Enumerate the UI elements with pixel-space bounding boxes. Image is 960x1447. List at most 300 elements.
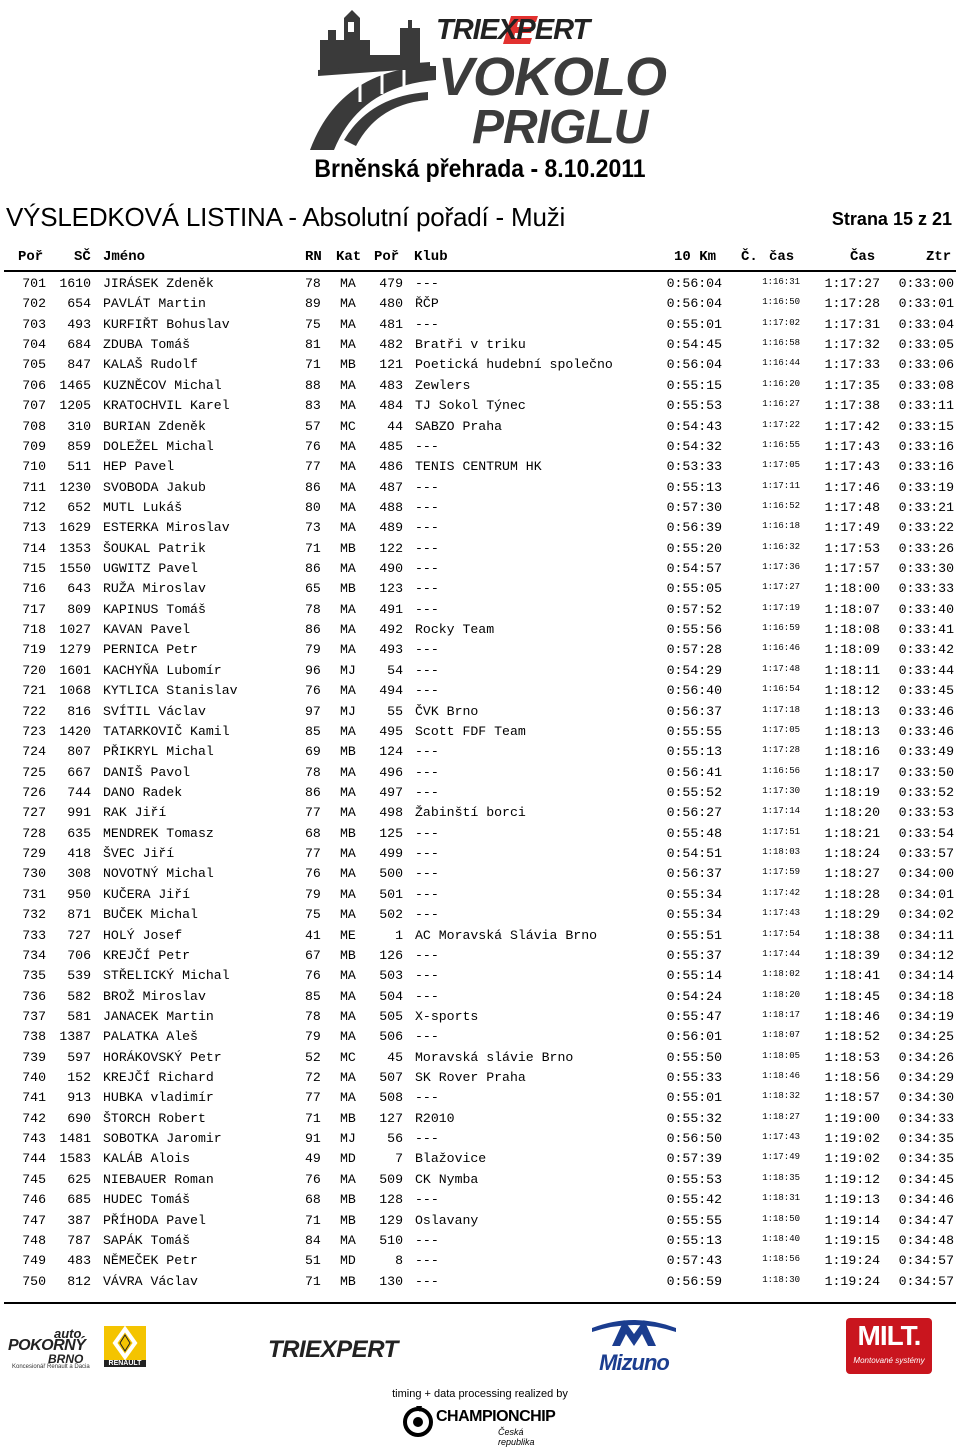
cell-chip-time: 1:17:44 [762, 948, 800, 959]
table-row [0, 1190, 960, 1210]
table-row [0, 1231, 960, 1251]
cell-rank: 711 [22, 479, 46, 495]
col-header-chip-time: čas [769, 249, 795, 265]
results-table [0, 274, 960, 1292]
table-row [0, 396, 960, 416]
cell-category: ME [340, 927, 356, 943]
cell-split: 0:56:40 [666, 683, 722, 699]
brand-priglu: PRIGLU [472, 101, 648, 154]
championchip-subtitle: Česká republika [498, 1427, 535, 1447]
cell-birth-year: 97 [305, 703, 321, 719]
cell-bib: 1481 [59, 1131, 91, 1147]
cell-category: MC [340, 1049, 356, 1065]
table-row [0, 681, 960, 701]
cell-bib: 1550 [59, 561, 91, 577]
cell-name: PŘÍHODA Pavel [103, 1212, 206, 1228]
col-header-category-rank: Poř [374, 249, 400, 265]
cell-gap: 0:33:19 [898, 479, 954, 495]
cell-split: 0:56:27 [666, 805, 722, 821]
cell-rank: 712 [22, 499, 46, 515]
cell-chip-time: 1:17:51 [762, 826, 800, 837]
cell-club: Moravská slávie Brno [415, 1049, 574, 1065]
cell-club: TJ Sokol Týnec [415, 398, 526, 414]
cell-name: VÁVRA Václav [103, 1273, 198, 1289]
cell-category: MA [340, 764, 356, 780]
championchip-icon [402, 1404, 434, 1438]
renault-label: RENAULT [104, 1360, 146, 1367]
cell-category: MA [340, 561, 356, 577]
cell-time: 1:19:14 [824, 1212, 880, 1228]
cell-category: MJ [340, 1131, 356, 1147]
cell-rank: 742 [22, 1110, 46, 1126]
cell-birth-year: 79 [305, 1029, 321, 1045]
event-title: Brněnská přehrada - 8.10.2011 [314, 155, 646, 183]
cell-birth-year: 86 [305, 784, 321, 800]
cell-name: BUČEK Michal [103, 907, 198, 923]
cell-category: MA [340, 723, 356, 739]
cell-gap: 0:33:53 [898, 805, 954, 821]
cell-name: ŠTORCH Robert [103, 1110, 206, 1126]
cell-gap: 0:33:01 [898, 296, 954, 312]
cell-rank: 702 [22, 296, 46, 312]
cell-birth-year: 67 [305, 947, 321, 963]
cell-club: --- [415, 846, 439, 862]
cell-chip-time: 1:17:28 [762, 745, 800, 756]
col-header-rank: Poř [18, 249, 44, 265]
table-row [0, 1027, 960, 1047]
brand-triexpert: TRIEXPERT [436, 14, 590, 46]
cell-chip-time: 1:16:58 [762, 338, 800, 349]
header-divider [4, 270, 956, 272]
sponsor-auto-pokorny-logo [8, 1328, 108, 1368]
cell-category-rank: 507 [379, 1070, 403, 1086]
cell-gap: 0:33:41 [898, 622, 954, 638]
cell-split: 0:54:32 [666, 438, 722, 454]
cell-split: 0:55:13 [666, 1232, 722, 1248]
cell-category: MA [340, 1232, 356, 1248]
cell-name: JANACEK Martin [103, 1008, 214, 1024]
cell-club: --- [415, 520, 439, 536]
cell-category: MB [340, 1192, 356, 1208]
cell-birth-year: 77 [305, 459, 321, 475]
cell-gap: 0:34:25 [898, 1029, 954, 1045]
cell-name: KURFIŘT Bohuslav [103, 316, 230, 332]
cell-club: Scott FDF Team [415, 723, 526, 739]
cell-club: --- [415, 499, 439, 515]
cell-gap: 0:33:49 [898, 744, 954, 760]
cell-birth-year: 77 [305, 1090, 321, 1106]
table-row [0, 1149, 960, 1169]
cell-name: RUŽA Miroslav [103, 581, 206, 597]
cell-category-rank: 489 [379, 520, 403, 536]
cell-birth-year: 76 [305, 683, 321, 699]
cell-rank: 737 [22, 1008, 46, 1024]
cell-gap: 0:34:14 [898, 968, 954, 984]
cell-category: MJ [340, 662, 356, 678]
cell-gap: 0:33:04 [898, 316, 954, 332]
cell-category-rank: 129 [379, 1212, 403, 1228]
cell-category: MA [340, 316, 356, 332]
cell-rank: 748 [22, 1232, 46, 1248]
table-row [0, 579, 960, 599]
cell-chip-time: 1:18:32 [762, 1091, 800, 1102]
cell-gap: 0:33:45 [898, 683, 954, 699]
cell-rank: 719 [22, 642, 46, 658]
table-row [0, 1068, 960, 1088]
cell-split: 0:55:01 [666, 1090, 722, 1106]
cell-category-rank: 122 [379, 540, 403, 556]
cell-category: MA [340, 479, 356, 495]
cell-time: 1:17:31 [824, 316, 880, 332]
cell-time: 1:18:11 [824, 662, 880, 678]
cell-name: BROŽ Miroslav [103, 988, 206, 1004]
cell-birth-year: 79 [305, 642, 321, 658]
table-row [0, 864, 960, 884]
cell-split: 0:57:43 [666, 1253, 722, 1269]
cell-name: PERNICA Petr [103, 642, 198, 658]
cell-rank: 746 [22, 1192, 46, 1208]
cell-gap: 0:34:57 [898, 1273, 954, 1289]
cell-chip-time: 1:17:30 [762, 785, 800, 796]
table-row [0, 1109, 960, 1129]
cell-split: 0:54:24 [666, 988, 722, 1004]
cell-name: PAVLÁT Martin [103, 296, 206, 312]
cell-chip-time: 1:17:14 [762, 806, 800, 817]
cell-club: --- [415, 601, 439, 617]
cell-category-rank: 496 [379, 764, 403, 780]
cell-gap: 0:33:16 [898, 438, 954, 454]
cell-bib: 1601 [59, 662, 91, 678]
cell-category: MB [340, 581, 356, 597]
cell-gap: 0:33:30 [898, 561, 954, 577]
cell-split: 0:56:50 [666, 1131, 722, 1147]
cell-rank: 745 [22, 1171, 46, 1187]
cell-split: 0:55:55 [666, 1212, 722, 1228]
cell-gap: 0:33:26 [898, 540, 954, 556]
cell-gap: 0:33:57 [898, 846, 954, 862]
cell-split: 0:55:15 [666, 377, 722, 393]
cell-category-rank: 485 [379, 438, 403, 454]
cell-birth-year: 72 [305, 1070, 321, 1086]
cell-birth-year: 96 [305, 662, 321, 678]
cell-category-rank: 500 [379, 866, 403, 882]
cell-bib: 493 [67, 316, 91, 332]
cell-category-rank: 499 [379, 846, 403, 862]
cell-time: 1:18:24 [824, 846, 880, 862]
cell-split: 0:55:34 [666, 886, 722, 902]
cell-name: SVÍTIL Václav [103, 703, 206, 719]
cell-gap: 0:34:02 [898, 907, 954, 923]
cell-rank: 733 [22, 927, 46, 943]
cell-category: MA [340, 1090, 356, 1106]
cell-time: 1:18:21 [824, 825, 880, 841]
cell-club: --- [415, 479, 439, 495]
cell-gap: 0:33:06 [898, 357, 954, 373]
cell-gap: 0:34:12 [898, 947, 954, 963]
cell-club: ČVK Brno [415, 703, 479, 719]
cell-rank: 715 [22, 561, 46, 577]
cell-split: 0:55:33 [666, 1070, 722, 1086]
cell-name: HEP Pavel [103, 459, 175, 475]
cell-bib: 418 [67, 846, 91, 862]
cell-split: 0:56:41 [666, 764, 722, 780]
cell-name: UGWITZ Pavel [103, 561, 198, 577]
cell-birth-year: 51 [305, 1253, 321, 1269]
cell-category: MB [340, 540, 356, 556]
cell-gap: 0:33:54 [898, 825, 954, 841]
cell-chip-time: 1:17:19 [762, 602, 800, 613]
cell-club: --- [415, 968, 439, 984]
cell-rank: 718 [22, 622, 46, 638]
cell-category: MB [340, 1273, 356, 1289]
cell-gap: 0:33:15 [898, 418, 954, 434]
cell-time: 1:18:17 [824, 764, 880, 780]
cell-category-rank: 126 [379, 947, 403, 963]
cell-chip-time: 1:16:59 [762, 623, 800, 634]
cell-category: MA [340, 988, 356, 1004]
cell-club: TENIS CENTRUM HK [415, 459, 542, 475]
cell-category: MD [340, 1253, 356, 1269]
table-row [0, 1048, 960, 1068]
sponsor-dealer-label: Koncesionář Renault a Dacia [12, 1364, 90, 1370]
cell-category: MA [340, 438, 356, 454]
cell-category-rank: 505 [379, 1008, 403, 1024]
table-row [0, 844, 960, 864]
cell-category-rank: 482 [379, 337, 403, 353]
table-row [0, 966, 960, 986]
cell-name: DOLEŽEL Michal [103, 438, 214, 454]
results-title: VÝSLEDKOVÁ LISTINA - Absolutní pořadí - Muži [6, 202, 566, 232]
table-row [0, 1088, 960, 1108]
cell-time: 1:18:00 [824, 581, 880, 597]
cell-chip-time: 1:16:44 [762, 358, 800, 369]
col-header-gap: Ztr [926, 249, 952, 265]
cell-club: --- [415, 947, 439, 963]
cell-time: 1:18:39 [824, 947, 880, 963]
cell-name: KREJČÍ Richard [103, 1070, 214, 1086]
cell-rank: 725 [22, 764, 46, 780]
table-row [0, 742, 960, 762]
cell-gap: 0:34:57 [898, 1253, 954, 1269]
cell-chip-time: 1:17:49 [762, 1152, 800, 1163]
cell-time: 1:19:02 [824, 1131, 880, 1147]
cell-category-rank: 504 [379, 988, 403, 1004]
table-row [0, 457, 960, 477]
table-row [0, 946, 960, 966]
cell-rank: 740 [22, 1070, 46, 1086]
cell-gap: 0:34:19 [898, 1008, 954, 1024]
cell-rank: 708 [22, 418, 46, 434]
cell-birth-year: 85 [305, 723, 321, 739]
table-row [0, 1007, 960, 1027]
cell-time: 1:17:46 [824, 479, 880, 495]
cell-birth-year: 86 [305, 622, 321, 638]
cell-name: ŠOUKAL Patrik [103, 540, 206, 556]
cell-club: Rocky Team [415, 622, 495, 638]
cell-category-rank: 480 [379, 296, 403, 312]
table-row [0, 417, 960, 437]
cell-chip-time: 1:18:20 [762, 989, 800, 1000]
table-row [0, 885, 960, 905]
cell-time: 1:17:43 [824, 459, 880, 475]
cell-category: MA [340, 398, 356, 414]
cell-category: MC [340, 418, 356, 434]
cell-time: 1:19:13 [824, 1192, 880, 1208]
cell-rank: 734 [22, 947, 46, 963]
cell-name: KALÁB Alois [103, 1151, 191, 1167]
cell-rank: 731 [22, 886, 46, 902]
cell-chip-time: 1:16:54 [762, 684, 800, 695]
cell-split: 0:56:04 [666, 357, 722, 373]
cell-name: KUZNĚCOV Michal [103, 377, 222, 393]
cell-category: MA [340, 805, 356, 821]
cell-split: 0:55:34 [666, 907, 722, 923]
cell-bib: 539 [67, 968, 91, 984]
sponsor-auto-label: auto [54, 1326, 82, 1341]
cell-club: Žabinští borci [415, 805, 526, 821]
cell-split: 0:55:51 [666, 927, 722, 943]
cell-bib: 744 [67, 784, 91, 800]
cell-bib: 812 [67, 1273, 91, 1289]
cell-split: 0:56:04 [666, 276, 722, 291]
cell-category: MA [340, 846, 356, 862]
cell-birth-year: 91 [305, 1131, 321, 1147]
cell-bib: 1279 [59, 642, 91, 658]
cell-birth-year: 86 [305, 479, 321, 495]
cell-split: 0:56:04 [666, 296, 722, 312]
cell-club: --- [415, 1131, 439, 1147]
cell-club: ŘČP [415, 296, 439, 312]
cell-name: KREJČÍ Petr [103, 947, 191, 963]
cell-name: MUTL Lukáš [103, 499, 183, 515]
cell-bib: 787 [67, 1232, 91, 1248]
cell-name: KRATOCHVIL Karel [103, 398, 230, 414]
cell-birth-year: 79 [305, 886, 321, 902]
cell-bib: 152 [67, 1070, 91, 1086]
sponsor-brno-label: BRNO [48, 1352, 84, 1366]
cell-rank: 723 [22, 723, 46, 739]
cell-name: BURIAN Zdeněk [103, 418, 206, 434]
cell-birth-year: 76 [305, 438, 321, 454]
cell-club: X-sports [415, 1008, 479, 1024]
cell-split: 0:54:51 [666, 846, 722, 862]
cell-bib: 847 [67, 357, 91, 373]
table-row [0, 824, 960, 844]
cell-name: STŘELICKÝ Michal [103, 968, 230, 984]
cell-gap: 0:33:50 [898, 764, 954, 780]
cell-name: HORÁKOVSKÝ Petr [103, 1049, 222, 1065]
cell-category-rank: 7 [395, 1151, 403, 1167]
cell-bib: 859 [67, 438, 91, 454]
cell-birth-year: 78 [305, 276, 321, 291]
cell-rank: 750 [22, 1273, 46, 1289]
sponsor-pokorny-label: POKORNÝ [8, 1337, 86, 1354]
cell-birth-year: 71 [305, 540, 321, 556]
cell-name: ZDUBA Tomáš [103, 337, 191, 353]
cell-club: --- [415, 764, 439, 780]
cell-club: --- [415, 988, 439, 1004]
cell-bib: 652 [67, 499, 91, 515]
cell-category-rank: 490 [379, 561, 403, 577]
cell-split: 0:55:53 [666, 398, 722, 414]
cell-gap: 0:33:44 [898, 662, 954, 678]
cell-bib: 950 [67, 886, 91, 902]
cell-split: 0:56:39 [666, 520, 722, 536]
cell-split: 0:54:57 [666, 561, 722, 577]
table-row [0, 803, 960, 823]
mizuno-runbird-icon [582, 1316, 686, 1352]
cell-split: 0:55:05 [666, 581, 722, 597]
cell-name: HUDEC Tomáš [103, 1192, 191, 1208]
col-header-chip: Č. [741, 249, 758, 265]
cell-category-rank: 130 [379, 1273, 403, 1289]
cell-birth-year: 89 [305, 296, 321, 312]
cell-rank: 732 [22, 907, 46, 923]
cell-club: --- [415, 825, 439, 841]
cell-split: 0:55:56 [666, 622, 722, 638]
cell-time: 1:18:19 [824, 784, 880, 800]
cell-rank: 706 [22, 377, 46, 393]
cell-club: --- [415, 438, 439, 454]
cell-rank: 710 [22, 459, 46, 475]
cell-club: --- [415, 561, 439, 577]
cell-chip-time: 1:18:46 [762, 1071, 800, 1082]
cell-bib: 1353 [59, 540, 91, 556]
cell-category: MA [340, 866, 356, 882]
cell-split: 0:53:33 [666, 459, 722, 475]
cell-time: 1:17:48 [824, 499, 880, 515]
cell-category: MA [340, 337, 356, 353]
cell-gap: 0:34:30 [898, 1090, 954, 1106]
cell-time: 1:18:13 [824, 723, 880, 739]
cell-gap: 0:34:35 [898, 1131, 954, 1147]
cell-split: 0:55:20 [666, 540, 722, 556]
cell-name: NĚMEČEK Petr [103, 1253, 198, 1269]
cell-chip-time: 1:17:48 [762, 663, 800, 674]
cell-bib: 1387 [59, 1029, 91, 1045]
cell-club: --- [415, 1232, 439, 1248]
table-row [0, 783, 960, 803]
cell-gap: 0:34:00 [898, 866, 954, 882]
cell-category: MA [340, 499, 356, 515]
cell-chip-time: 1:17:59 [762, 867, 800, 878]
cell-rank: 729 [22, 846, 46, 862]
cell-gap: 0:34:33 [898, 1110, 954, 1126]
table-row [0, 274, 960, 294]
cell-time: 1:18:53 [824, 1049, 880, 1065]
cell-time: 1:18:52 [824, 1029, 880, 1045]
cell-category-rank: 484 [379, 398, 403, 414]
cell-name: HOLÝ Josef [103, 927, 183, 943]
cell-category: MB [340, 825, 356, 841]
cell-club: Blažovice [415, 1151, 487, 1167]
cell-bib: 483 [67, 1253, 91, 1269]
cell-club: --- [415, 907, 439, 923]
cell-chip-time: 1:18:35 [762, 1172, 800, 1183]
cell-club: R2010 [415, 1110, 455, 1126]
cell-gap: 0:34:48 [898, 1232, 954, 1248]
cell-birth-year: 75 [305, 907, 321, 923]
cell-chip-time: 1:16:46 [762, 643, 800, 654]
cell-split: 0:56:59 [666, 1273, 722, 1289]
championchip-logo [402, 1404, 562, 1447]
table-row [0, 640, 960, 660]
cell-rank: 736 [22, 988, 46, 1004]
cell-category-rank: 487 [379, 479, 403, 495]
cell-club: AC Moravská Slávia Brno [415, 927, 598, 943]
cell-name: DANO Radek [103, 784, 183, 800]
cell-gap: 0:33:42 [898, 642, 954, 658]
